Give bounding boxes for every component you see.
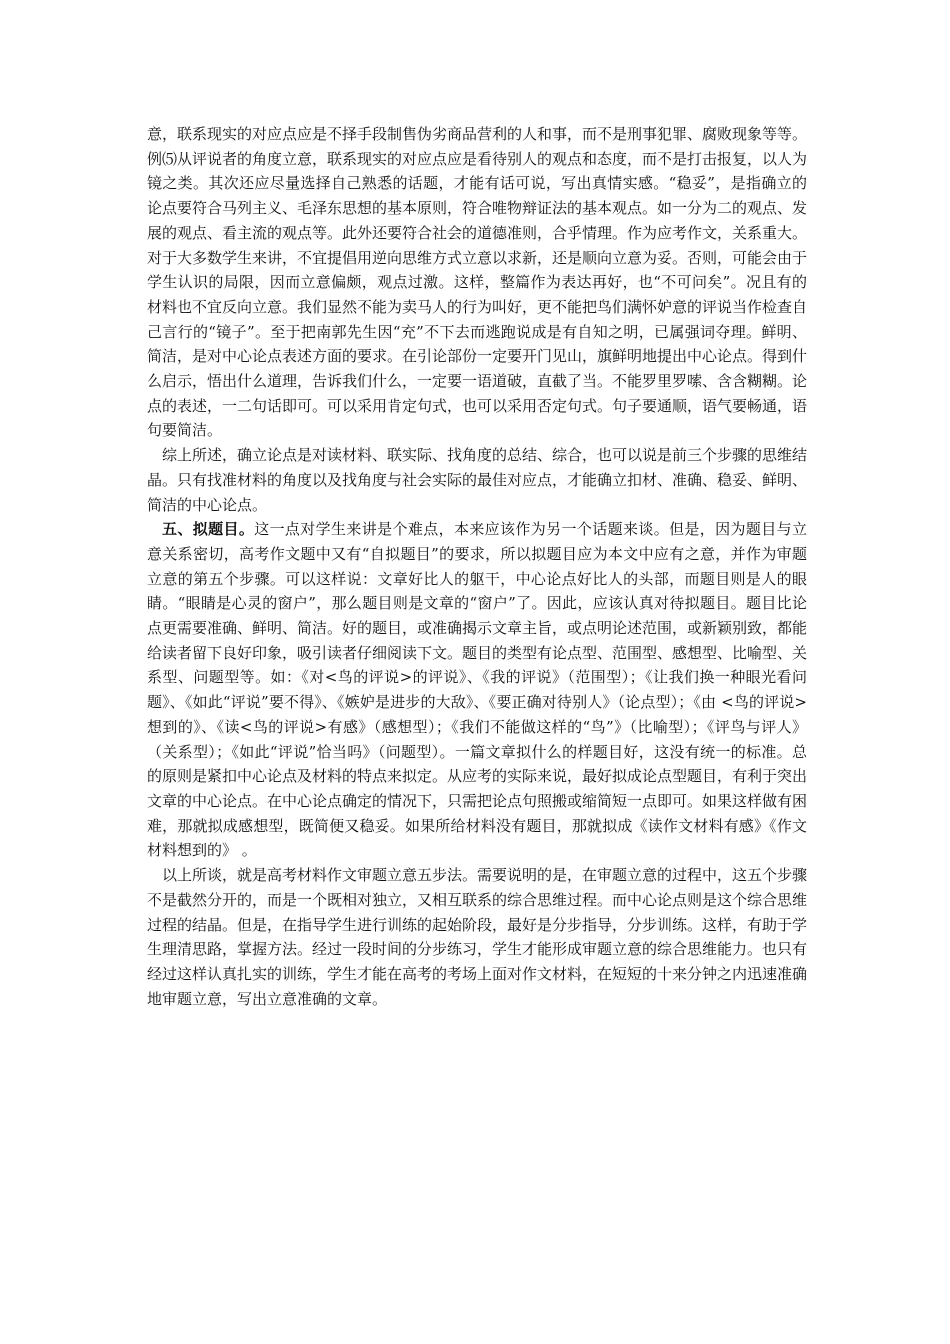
section-heading: 五、拟题目。 [162,520,255,539]
paragraph-summary [147,443,807,517]
paragraph-text: 综上所述，确立论点是对读材料、联实际、找角度的总结、综合，也可以说是前三个步骤的思维结晶。只有找准材料的角度以及找角度与社会实际的最佳对应点，才能确立扣材、准确、稳妥、鲜明、简洁的中心论点。 [147,446,808,514]
paragraph-text: 意，联系现实的对应点应是不择手段制售伪劣商品营利的人和事，而不是刑事犯罪、腐败现象等等。例⑸从评说者的角度立意，联系现实的对应点应是看待别人的观点和态度，而不是打击报复，以人为镜之类。其次还应尽量选择自己熟悉的话题，才能有话可说，写出真情实感。“稳妥”，是指确立的论点要符合马列主义、毛泽东思想的基本原则，符合唯物辩证法的基本观点。如一分为二的观点、发展的观点、看主流的观点等。此外还要符合社会的道德准则，合乎情理。作为应考作文，关系重大。对于大多数学生来讲，不宜提倡用逆向思维方式立意以求新，还是顺向立意为妥。否则，可能会由于学生认识的局限，因而立意偏颇，观点过激。这样，整篇作为表达再好，也“不可问矣”。况且有的材料也不宜反向立意。我们显然不能为卖马人的行为叫好，更不能把鸟们满怀妒意的评说当作检查自己言行的“镜子”。至于把南郭先生因“充”不下去而逃跑说成是有自知之明，已属强词夺理。鲜明、简洁，是对中心论点表述方面的要求。在引论部份一定要开门见山，旗鲜明地提出中心论点。得到什么启示，悟出什么道理，告诉我们什么，一定要一语道破，直截了当。不能罗里罗嗦、含含糊糊。论点的表述，一二句话即可。可以采用肯定句式，也可以采用否定句式。句子要通顺，语气要畅通，语句要简洁。 [147,125,808,440]
paragraph-section-five [147,517,807,863]
document-page [147,122,807,1011]
paragraph-text: 这一点对学生来讲是个难点，本来应该作为另一个话题来谈。但是，因为题目与立意关系密切，高考作文题中又有“自拟题目”的要求，所以拟题目应为本文中应有之意，并作为审题立意的第五个步骤。可以这样说：文章好比人的躯干，中心论点好比人的头部，而题目则是人的眼睛。“眼睛是心灵的窗户”，那么题目则是文章的“窗户”了。因此，应该认真对待拟题目。题目比论点更需要准确、鲜明、简洁。好的题目，或准确揭示文章主旨，或点明论述范围，或新颖别致，都能给读者留下良好印象，吸引读者仔细阅读下文。题目的类型有论点型、范围型、感想型、比喻型、关系型、问题型等。如：《对<鸟的评说>的评说》、《我的评说》（范围型）；《让我们换一种眼光看问题》、《如此“评说”要不得》、《嫉妒是进步的大敌》、《要正确对待别人》（论点型）；《由 <鸟的评说> 想到的》、《读<鸟的评说>有感》（感想型）；《我们不能做这样的“鸟”》（比喻型）；《评鸟与评人》（关系型）；《如此“评说”恰当吗》（问题型）。一篇文章拟什么的样题目好，这没有统一的标准。总的原则是紧扣中心论点及材料的特点来拟定。从应考的实际来说，最好拟成论点型题目，有利于突出文章的中心论点。在中心论点确定的情况下，只需把论点句照搬或缩简短一点即可。如果这样做有困难，那就拟成感想型，既简便又稳妥。如果所给材料没有题目，那就拟成《读作文材料有感》《作文材料想到的》 。 [147,520,808,860]
paragraph-conclusion [147,863,807,1011]
paragraph-continuation [147,122,807,443]
paragraph-text: 以上所谈，就是高考材料作文审题立意五步法。需要说明的是，在审题立意的过程中，这五个步骤不是截然分开的，而是一个既相对独立，又相互联系的综合思维过程。而中心论点则是这个综合思维过程的结晶。但是，在指导学生进行训练的起始阶段，最好是分步指导，分步训练。这样，有助于学生理清思路，掌握方法。经过一段时间的分步练习，学生才能形成审题立意的综合思维能力。也只有经过这样认真扎实的训练，学生才能在高考的考场上面对作文材料，在短短的十来分钟之内迅速准确地审题立意，写出立意准确的文章。 [147,866,808,1008]
